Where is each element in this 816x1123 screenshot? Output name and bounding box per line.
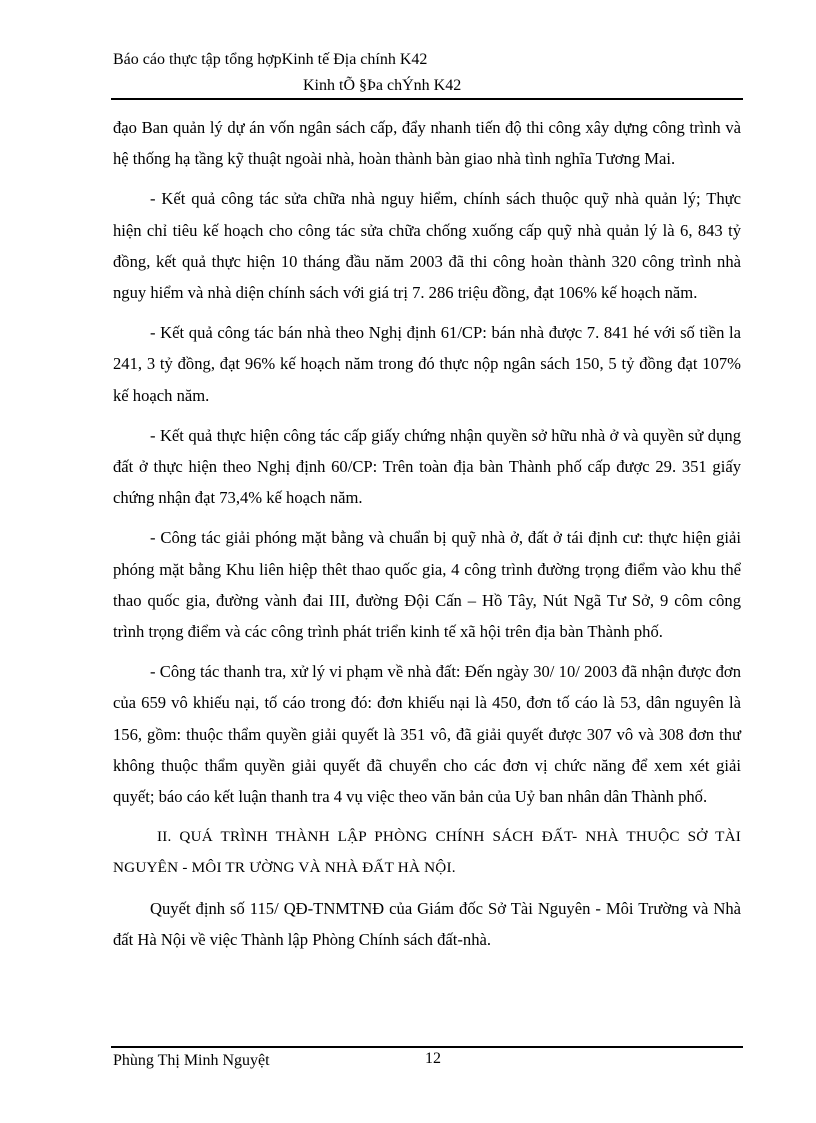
page-number: 12 [425,1050,441,1067]
footer-rule [111,1046,743,1048]
running-header-garbled: Kinh tÕ §Þa chÝnh K42 [303,77,462,94]
header-rule [111,98,743,100]
paragraph-repair-results: - Kết quả công tác sửa chữa nhà nguy hiểm, chính sách thuộc quỹ nhà quản lý; Thực hiện chỉ tiêu kế hoạch cho công tác sửa chữa chống xuống cấp quỹ nhà quản lý là 6, 843 tỷ đồng, kết quả thực hiện 10 tháng đầu năm 2003 đã thi công hoàn thành 320 công trình nhà nguy hiểm và nhà diện chính sách với giá trị 7. 286 triệu đồng, đạt 106% kế hoạch năm. [113,189,741,303]
paragraph-inspection: - Công tác thanh tra, xử lý vi phạm về nhà đất: Đến ngày 30/ 10/ 2003 đã nhận được đơn của 659 vô khiếu nại, tố cáo trong đó: đơn khiếu nại là 450, đơn tố cáo là 53, dân nguyên là 156, gồm: thuộc thẩm quyền giải quyết là 351 vô, đã giải quyết được 307 vô và 308 đơn thư không thuộc thẩm quyền giải quyết đã chuyển cho các đơn vị chức năng để xem xét giải quyết; báo cáo kết luận thanh tra 4 vụ việc theo văn bản của Uỷ ban nhân dân Thành phố. [113,662,741,807]
paragraph-house-sales: - Kết quả công tác bán nhà theo Nghị định 61/CP: bán nhà được 7. 841 hé với số tiền la 241, 3 tỷ đồng, đạt 96% kế hoạch năm trong đó thực nộp ngân sách 150, 5 tỷ đồng đạt 107% kế hoạch năm. [113,323,741,405]
paragraph-continuation: đạo Ban quản lý dự án vốn ngân sách cấp, đẩy nhanh tiến độ thi công xây dựng công trình và hệ thống hạ tầng kỹ thuật ngoài nhà, hoàn thành bàn giao nhà tình nghĩa Tương Mai. [113,118,741,169]
footer-author: Phùng Thị Minh Nguyệt [113,1052,270,1069]
running-header-title: Báo cáo thực tập tổng hợpKinh tế Địa chính K42 [113,51,428,68]
paragraph-decision: Quyết định số 115/ QĐ-TNMTNĐ của Giám đốc Sở Tài Nguyên - Môi Trường và Nhà đất Hà Nội về việc Thành lập Phòng Chính sách đất-nhà. [113,898,741,949]
body-text [113,112,741,964]
section-heading: II. QUÁ TRÌNH THÀNH LẬP PHÒNG CHÍNH SÁCH ĐẤT- NHÀ THUỘC SỞ TÀI NGUYÊN - MÔI TR ƯỜNG VÀ NHÀ ĐẤT HÀ NỘI. [113,828,741,877]
paragraph-certificates: - Kết quả thực hiện công tác cấp giấy chứng nhận quyền sở hữu nhà ở và quyền sử dụng đất ở thực hiện theo Nghị định 60/CP: Trên toàn địa bàn Thành phố cấp được 29. 351 giấy chứng nhận đạt 73,4% kế hoạch năm. [113,425,741,508]
paragraph-land-clearance: - Công tác giải phóng mặt bằng và chuẩn bị quỹ nhà ở, đất ở tái định cư: thực hiện giải phóng mặt bằng Khu liên hiệp thêt thao quốc gia, 4 công trình đường trọng điểm vào khu thể thao quốc gia, đường vành đai III, đường Đội Cấn – Hồ Tây, Nút Ngã Tư Sở, 9 côm công trình trọng điểm và các công trình phát triển kinh tế xã hội trên địa bàn Thành phố. [113,528,741,642]
